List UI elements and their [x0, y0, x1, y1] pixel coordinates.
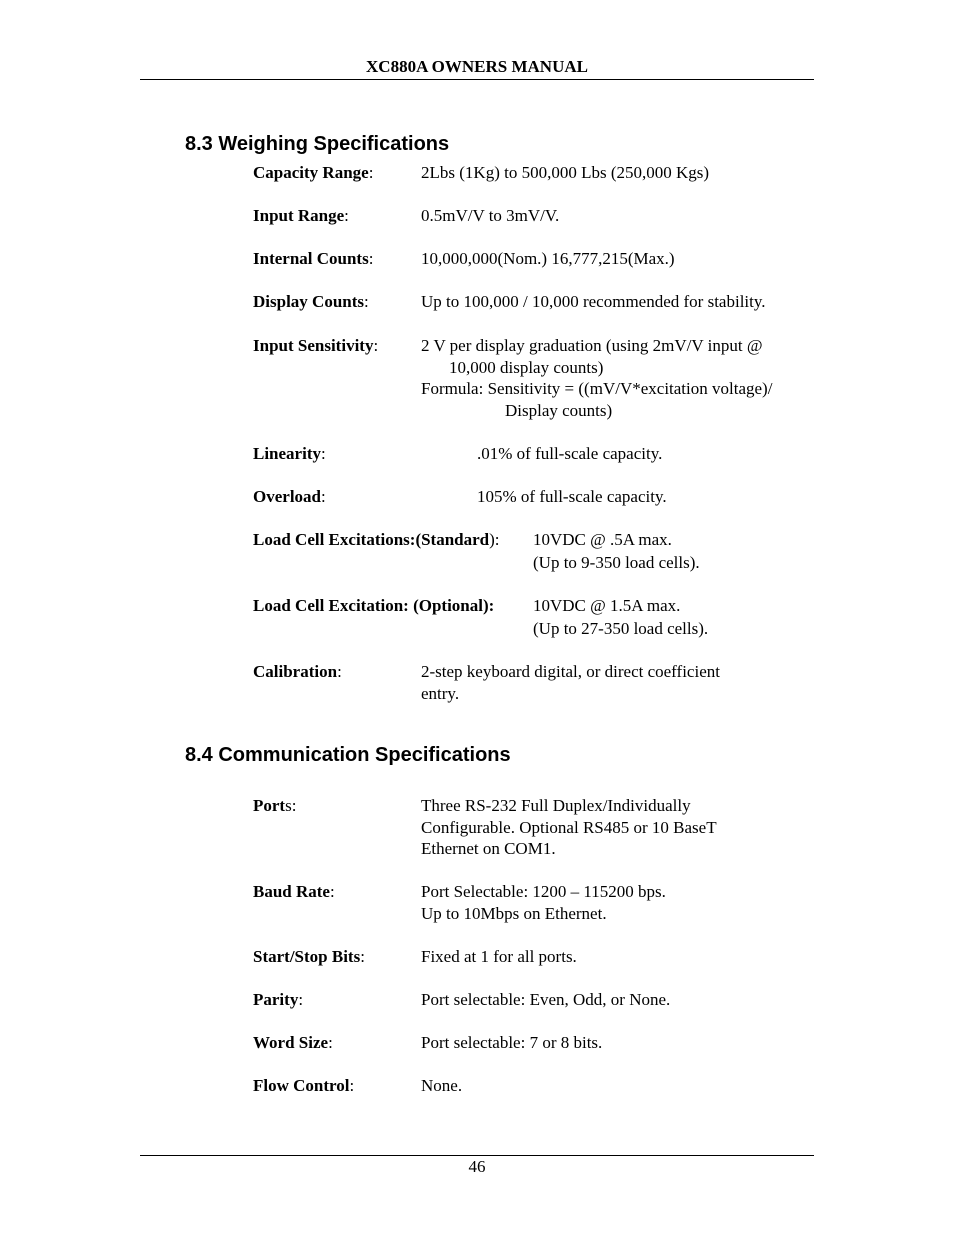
word-size-value: Port selectable: 7 or 8 bits. — [421, 1033, 603, 1052]
page-number: 46 — [468, 1157, 486, 1176]
excitation-standard-label: Load Cell Excitations:(Standard): — [253, 530, 500, 549]
excitation-optional-line-2: (Up to 27-350 load cells). — [533, 619, 709, 638]
flow-control-label: Flow Control: — [253, 1076, 355, 1095]
display-counts-value: Up to 100,000 / 10,000 recommended for stability. — [421, 292, 766, 311]
capacity-range-label: Capacity Range: — [253, 163, 374, 182]
input-range-label: Input Range: — [253, 206, 349, 225]
input-range-value: 0.5mV/V to 3mV/V. — [421, 206, 560, 225]
input-sensitivity-line-1: 2 V per display graduation (using 2mV/V input @ — [421, 336, 763, 355]
display-counts-label: Display Counts: — [253, 292, 369, 311]
header-rule — [140, 79, 814, 80]
flow-control-value: None. — [421, 1076, 463, 1095]
ports-line-3: Ethernet on COM1. — [421, 839, 556, 858]
overload-label: Overload: — [253, 487, 326, 506]
parity-value: Port selectable: Even, Odd, or None. — [421, 990, 671, 1009]
baud-rate-label: Baud Rate: — [253, 882, 335, 901]
calibration-line-1: 2-step keyboard digital, or direct coefficient — [421, 662, 720, 681]
excitation-standard-line-1: 10VDC @ .5A max. — [533, 530, 672, 549]
capacity-range-value: 2Lbs (1Kg) to 500,000 Lbs (250,000 Kgs) — [421, 163, 710, 182]
parity-label: Parity: — [253, 990, 304, 1009]
start-stop-bits-value: Fixed at 1 for all ports. — [421, 947, 577, 966]
ports-line-2: Configurable. Optional RS485 or 10 BaseT — [421, 818, 717, 837]
input-sensitivity-formula-cont: Display counts) — [505, 401, 613, 420]
overload-value: 105% of full-scale capacity. — [477, 487, 667, 506]
word-size-label: Word Size: — [253, 1033, 333, 1052]
calibration-line-2: entry. — [421, 684, 460, 703]
linearity-label: Linearity: — [253, 444, 326, 463]
internal-counts-label: Internal Counts: — [253, 249, 374, 268]
excitation-standard-line-2: (Up to 9-350 load cells). — [533, 553, 700, 572]
baud-rate-line-2: Up to 10Mbps on Ethernet. — [421, 904, 607, 923]
footer-rule — [140, 1155, 814, 1156]
linearity-value: .01% of full-scale capacity. — [477, 444, 663, 463]
baud-rate-line-1: Port Selectable: 1200 – 115200 bps. — [421, 882, 666, 901]
internal-counts-value: 10,000,000(Nom.) 16,777,215(Max.) — [421, 249, 675, 268]
input-sensitivity-formula: Formula: Sensitivity = ((mV/V*excitation voltage)/ — [421, 379, 773, 398]
ports-line-1: Three RS-232 Full Duplex/Individually — [421, 796, 691, 815]
input-sensitivity-label: Input Sensitivity: — [253, 336, 379, 355]
excitation-optional-line-1: 10VDC @ 1.5A max. — [533, 596, 681, 615]
input-sensitivity-line-2: 10,000 display counts) — [449, 358, 604, 377]
excitation-optional-label: Load Cell Excitation: (Optional): — [253, 596, 495, 615]
weighing-section-heading: 8.3 Weighing Specifications — [185, 133, 450, 155]
manual-header-title: XC880A OWNERS MANUAL — [366, 57, 588, 76]
communication-section-heading: 8.4 Communication Specifications — [185, 744, 511, 766]
start-stop-bits-label: Start/Stop Bits: — [253, 947, 365, 966]
calibration-label: Calibration: — [253, 662, 342, 681]
ports-label: Ports: — [253, 796, 297, 815]
